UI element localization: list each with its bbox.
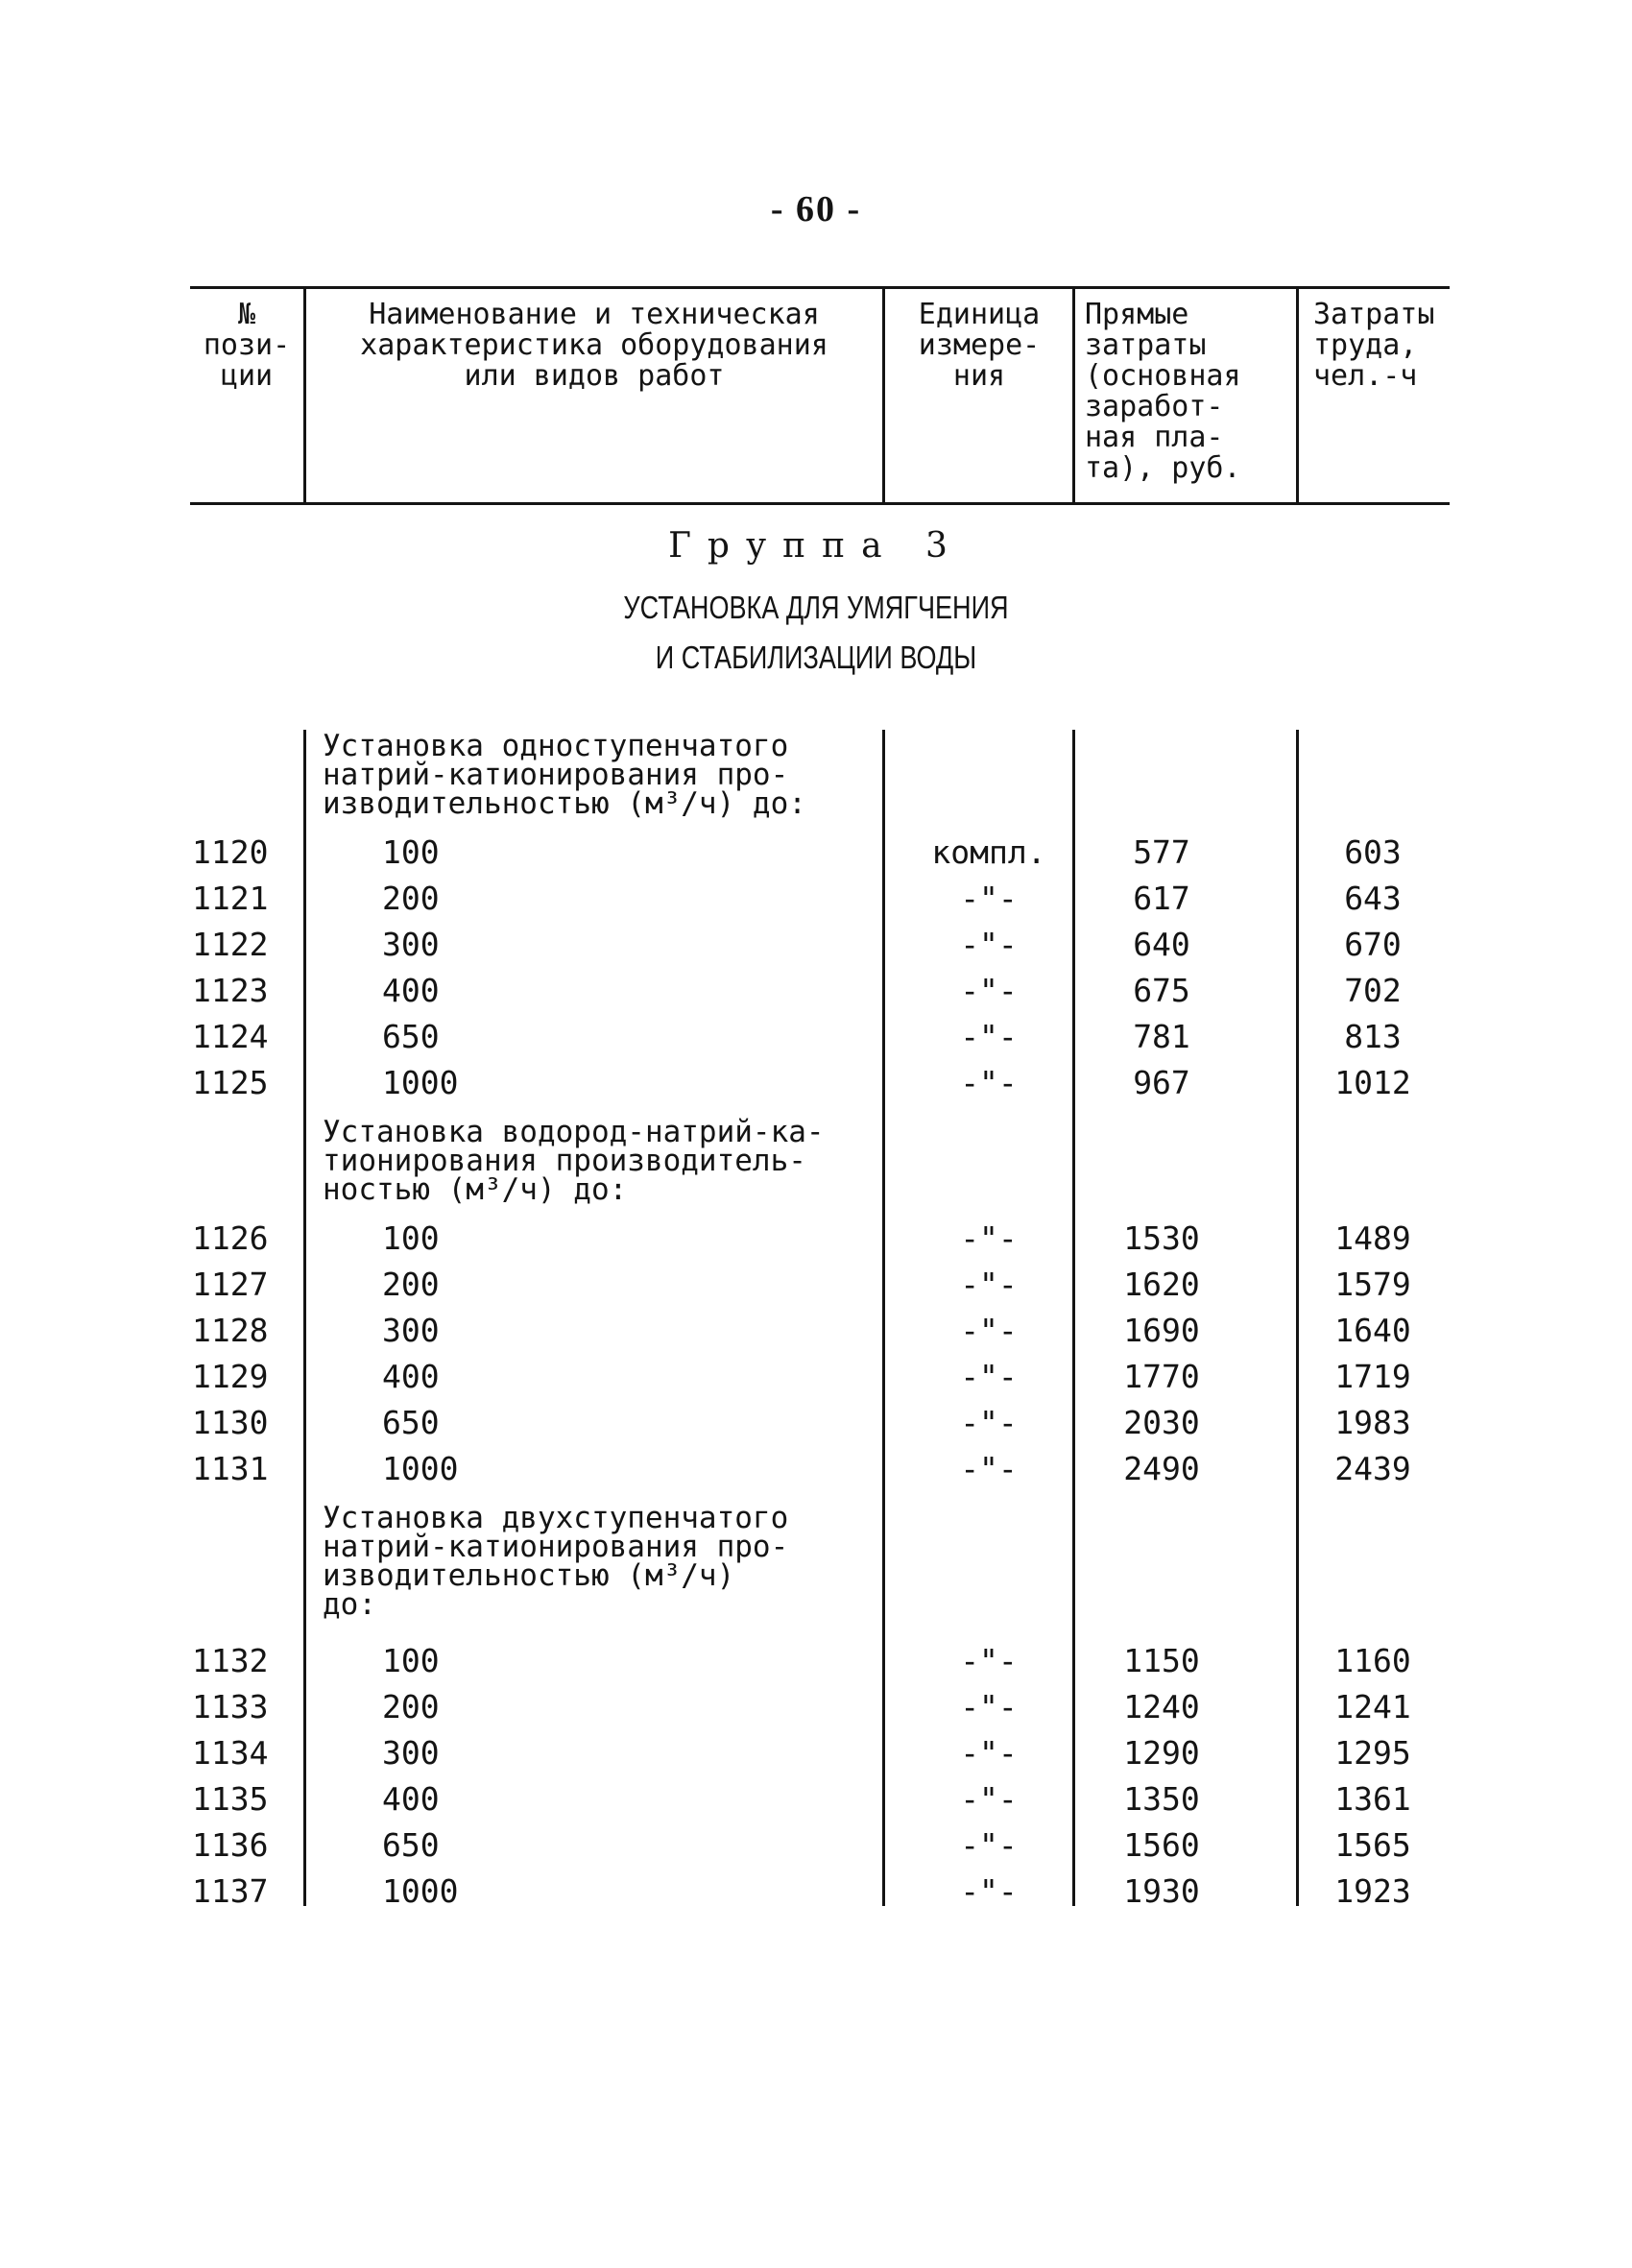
table-row: [0, 972, 1632, 1016]
labor-value: 1983: [1334, 1404, 1411, 1441]
header-labor: Затраты труда, чел.-ч: [1313, 298, 1435, 393]
position-number: 1132: [192, 1642, 269, 1679]
labor-value: 1489: [1334, 1219, 1411, 1257]
header-top-rule: [190, 286, 1450, 289]
subgroup-heading-3: Установка двухступенчатого натрий-катионирования про- изводительностью (м³/ч) до:: [323, 1501, 789, 1622]
unit-value: -"-: [960, 972, 1018, 1009]
capacity-value: 1000: [382, 1872, 459, 1910]
direct-cost-value: 1290: [1123, 1734, 1200, 1772]
table-row: [0, 1219, 1632, 1264]
position-number: 1130: [192, 1404, 269, 1441]
table-row: [0, 1064, 1632, 1108]
position-number: 1121: [192, 880, 269, 917]
table-row: [0, 1404, 1632, 1448]
unit-value: -"-: [960, 880, 1018, 917]
table-row: [0, 1266, 1632, 1310]
direct-cost-value: 617: [1133, 880, 1190, 917]
unit-value: -"-: [960, 1872, 1018, 1910]
labor-value: 1361: [1334, 1780, 1411, 1818]
unit-value: -"-: [960, 1826, 1018, 1864]
capacity-value: 1000: [382, 1064, 459, 1101]
unit-value: -"-: [960, 1734, 1018, 1772]
position-number: 1129: [192, 1358, 269, 1395]
capacity-value: 650: [382, 1018, 440, 1055]
position-number: 1128: [192, 1312, 269, 1349]
header-divider-4: [1296, 288, 1299, 503]
direct-cost-value: 1770: [1123, 1358, 1200, 1395]
table-row: [0, 926, 1632, 970]
unit-value: -"-: [960, 1358, 1018, 1395]
table-row: [0, 1780, 1632, 1824]
unit-value: компл.: [931, 833, 1046, 871]
unit-value: -"-: [960, 1404, 1018, 1441]
subgroup-heading-1: Установка одноступенчатого натрий-катионирования про- изводительностью (м³/ч) до:: [323, 729, 806, 821]
table-row: [0, 833, 1632, 878]
header-direct-costs: Прямые затраты (основная заработ- ная пла- та), руб.: [1085, 298, 1241, 485]
direct-cost-value: 1690: [1123, 1312, 1200, 1349]
position-number: 1127: [192, 1266, 269, 1303]
labor-value: 1579: [1334, 1266, 1411, 1303]
position-number: 1126: [192, 1219, 269, 1257]
header-unit: Единица измере- ния: [918, 298, 1041, 393]
direct-cost-value: 1620: [1123, 1266, 1200, 1303]
labor-value: 813: [1344, 1018, 1402, 1055]
capacity-value: 100: [382, 1219, 440, 1257]
capacity-value: 400: [382, 1358, 440, 1395]
labor-value: 2439: [1334, 1450, 1411, 1487]
table-row: [0, 1826, 1632, 1870]
capacity-value: 400: [382, 1780, 440, 1818]
capacity-value: 100: [382, 833, 440, 871]
subgroup-heading-2: Установка водород-натрий-ка- тионирования производитель- ностью (м³/ч) до:: [323, 1115, 825, 1207]
capacity-value: 300: [382, 926, 440, 963]
capacity-value: 100: [382, 1642, 440, 1679]
position-number: 1136: [192, 1826, 269, 1864]
capacity-value: 300: [382, 1734, 440, 1772]
unit-value: -"-: [960, 1688, 1018, 1725]
table-row: [0, 1734, 1632, 1778]
labor-value: 1012: [1334, 1064, 1411, 1101]
position-number: 1122: [192, 926, 269, 963]
capacity-value: 1000: [382, 1450, 459, 1487]
labor-value: 1923: [1334, 1872, 1411, 1910]
position-number: 1131: [192, 1450, 269, 1487]
direct-cost-value: 2490: [1123, 1450, 1200, 1487]
labor-value: 603: [1344, 833, 1402, 871]
unit-value: -"-: [960, 1064, 1018, 1101]
capacity-value: 200: [382, 880, 440, 917]
labor-value: 1719: [1334, 1358, 1411, 1395]
capacity-value: 300: [382, 1312, 440, 1349]
direct-cost-value: 1560: [1123, 1826, 1200, 1864]
header-divider-3: [1072, 288, 1075, 503]
header-divider-2: [882, 288, 885, 503]
labor-value: 643: [1344, 880, 1402, 917]
labor-value: 1241: [1334, 1688, 1411, 1725]
labor-value: 1640: [1334, 1312, 1411, 1349]
unit-value: -"-: [960, 1780, 1018, 1818]
header-name: Наименование и техническая характеристика оборудования или видов работ: [360, 298, 828, 393]
position-number: 1123: [192, 972, 269, 1009]
unit-value: -"-: [960, 1642, 1018, 1679]
unit-value: -"-: [960, 1450, 1018, 1487]
table-row: [0, 1358, 1632, 1402]
header-position: № пози- ции: [203, 298, 291, 393]
position-number: 1137: [192, 1872, 269, 1910]
labor-value: 670: [1344, 926, 1402, 963]
direct-cost-value: 1350: [1123, 1780, 1200, 1818]
table-row: [0, 1642, 1632, 1686]
direct-cost-value: 577: [1133, 833, 1190, 871]
position-number: 1135: [192, 1780, 269, 1818]
position-number: 1120: [192, 833, 269, 871]
capacity-value: 200: [382, 1266, 440, 1303]
labor-value: 1160: [1334, 1642, 1411, 1679]
direct-cost-value: 1930: [1123, 1872, 1200, 1910]
direct-cost-value: 1530: [1123, 1219, 1200, 1257]
labor-value: 1565: [1334, 1826, 1411, 1864]
direct-cost-value: 967: [1133, 1064, 1190, 1101]
position-number: 1125: [192, 1064, 269, 1101]
direct-cost-value: 1240: [1123, 1688, 1200, 1725]
labor-value: 702: [1344, 972, 1402, 1009]
unit-value: -"-: [960, 1312, 1018, 1349]
unit-value: -"-: [960, 1266, 1018, 1303]
direct-cost-value: 640: [1133, 926, 1190, 963]
capacity-value: 650: [382, 1404, 440, 1441]
position-number: 1134: [192, 1734, 269, 1772]
direct-cost-value: 781: [1133, 1018, 1190, 1055]
position-number: 1133: [192, 1688, 269, 1725]
section-title-line-2: И СТАБИЛИЗАЦИИ ВОДЫ: [655, 639, 977, 675]
table-row: [0, 1018, 1632, 1062]
direct-cost-value: 2030: [1123, 1404, 1200, 1441]
table-row: [0, 1872, 1632, 1917]
labor-value: 1295: [1334, 1734, 1411, 1772]
unit-value: -"-: [960, 1219, 1018, 1257]
capacity-value: 650: [382, 1826, 440, 1864]
position-number: 1124: [192, 1018, 269, 1055]
group-title: Группа 3: [668, 526, 964, 566]
unit-value: -"-: [960, 1018, 1018, 1055]
unit-value: -"-: [960, 926, 1018, 963]
direct-cost-value: 675: [1133, 972, 1190, 1009]
table-row: [0, 880, 1632, 924]
table-row: [0, 1688, 1632, 1732]
table-row: [0, 1312, 1632, 1356]
page-number: - 60 -: [770, 189, 862, 229]
header-divider-1: [303, 288, 306, 503]
header-bottom-rule: [190, 502, 1450, 505]
direct-cost-value: 1150: [1123, 1642, 1200, 1679]
section-title-line-1: УСТАНОВКА ДЛЯ УМЯГЧЕНИЯ: [623, 590, 1009, 625]
table-row: [0, 1450, 1632, 1494]
capacity-value: 200: [382, 1688, 440, 1725]
capacity-value: 400: [382, 972, 440, 1009]
